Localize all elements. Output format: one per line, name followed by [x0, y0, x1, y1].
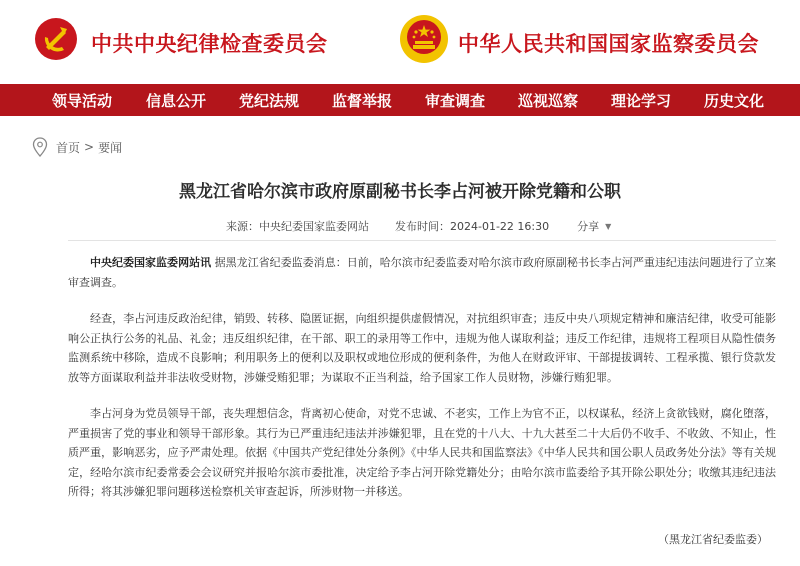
article-meta	[226, 218, 611, 234]
breadcrumb-current-link[interactable]: 要闻	[98, 140, 123, 155]
nav-item-info[interactable]: 信息公开	[146, 92, 207, 110]
nav-item-leadership[interactable]: 领导活动	[52, 92, 113, 110]
location-pin-icon	[32, 137, 48, 157]
org-name-ccdi: 中共中央纪律检查委员会	[91, 31, 328, 56]
article-body	[68, 253, 776, 519]
meta-divider	[68, 240, 776, 241]
share-button[interactable]	[577, 218, 611, 234]
article-title: 黑龙江省哈尔滨市政府原副秘书长李占河被开除党籍和公职	[179, 182, 621, 202]
main-nav	[0, 84, 800, 116]
party-emblem-icon[interactable]	[34, 17, 78, 61]
nav-item-theory[interactable]: 理论学习	[611, 92, 672, 110]
lead-source: 中央纪委国家监委网站讯	[90, 256, 212, 269]
nav-item-report[interactable]: 监督举报	[332, 92, 393, 110]
chevron-down-icon: ▼	[605, 221, 612, 231]
nav-item-history[interactable]: 历史文化	[704, 92, 765, 110]
nav-item-investigation[interactable]: 审查调查	[425, 92, 486, 110]
article-paragraph	[68, 253, 776, 292]
national-emblem-icon[interactable]	[398, 13, 450, 65]
breadcrumb	[32, 136, 122, 158]
article-source: 来源：中央纪委国家监委网站	[226, 220, 369, 233]
breadcrumb-home-link[interactable]: 首页	[56, 140, 81, 155]
paragraph-text: 据黑龙江省纪委监委消息：日前，哈尔滨市纪委监委对哈尔滨市政府原副秘书长李占河严重违纪违法问题进行了立案审查调查。	[68, 256, 777, 289]
article-signature: （黑龙江省纪委监委）	[658, 533, 768, 546]
site-header	[0, 0, 800, 84]
org-name-nsc: 中华人民共和国国家监察委员会	[458, 31, 759, 56]
article-published-time: 发布时间：2024-01-22 16:30	[395, 220, 550, 233]
nav-item-inspection[interactable]: 巡视巡察	[518, 92, 579, 110]
nav-item-regulations[interactable]: 党纪法规	[239, 92, 300, 110]
breadcrumb-separator: >	[84, 140, 95, 154]
article-paragraph: 李占河身为党员领导干部，丧失理想信念，背离初心使命，对党不忠诚、不老实，工作上为官不正，以权谋私，经济上贪欲钱财，腐化堕落，严重损害了党的事业和领导干部形象。其行为已严重违纪违法并涉嫌犯罪，且在党的十八大、十九大甚至二十大后仍不收手、不收敛、不知止，性质严重，影响恶劣，应予严肃处理。依据《中国共产党纪律处分条例》《中华人民共和国监察法》《中华人民共和国公职人员政务处分法》等有关规定，经哈尔滨市纪委常委会会议研究并报哈尔滨市委批准，决定给予李占河开除党籍处分；由哈尔滨市监委给予其开除公职处分；收缴其违纪违法所得；将其涉嫌犯罪问题移送检察机关审查起诉，所涉财物一并移送。	[68, 407, 776, 498]
share-label: 分享	[577, 220, 600, 233]
article-paragraph: 经查，李占河违反政治纪律，销毁、转移、隐匿证据，向组织提供虚假情况，对抗组织审查；违反中央八项规定精神和廉洁纪律，收受可能影响公正执行公务的礼品、礼金；违反组织纪律，在干部、职工的录用等工作中，违规为他人谋取利益；违反工作纪律，违规将工程项目从隐性债务监测系统中移除，造成不良影响；利用职务上的便利以及职权或地位形成的便利条件，为他人在财政评审、干部提拔调转、工程承揽、银行贷款发放等方面谋取利益并非法收受财物，涉嫌受贿犯罪；为谋取不正当利益，给予国家工作人员财物，涉嫌行贿犯罪。	[68, 312, 776, 384]
